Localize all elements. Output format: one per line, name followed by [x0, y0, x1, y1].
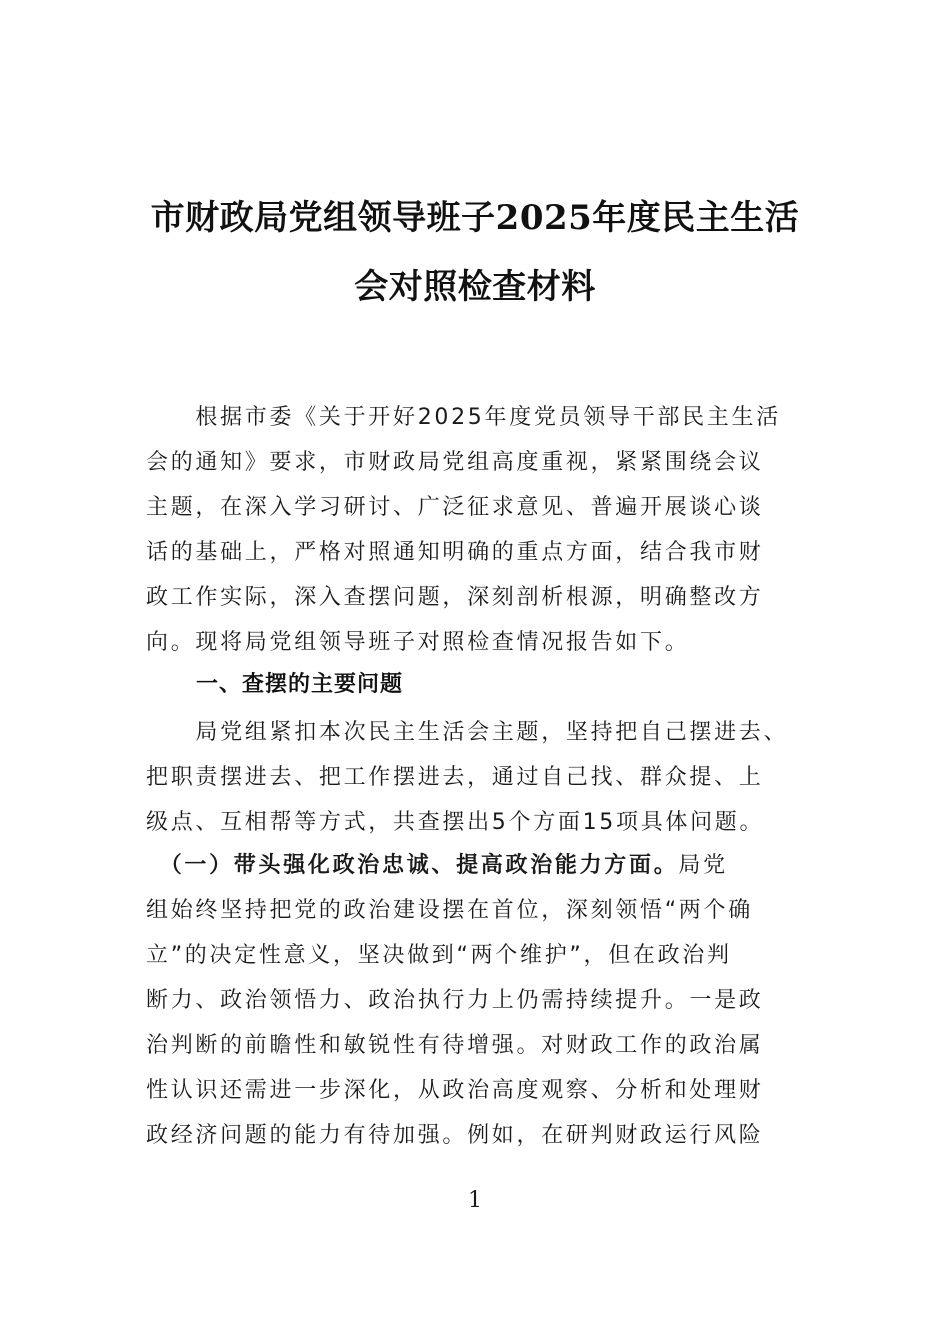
intro-line: 向。现将局党组领导班子对照检查情况报告如下。 [146, 630, 690, 655]
intro-line: 会的通知》要求，市财政局党组高度重视，紧紧围绕会议 [146, 450, 764, 475]
subsection1-line: 治判断的前瞻性和敏锐性有待增强。对财政工作的政治属 [146, 1033, 764, 1058]
section1-line: 局党组紧扣本次民主生活会主题，坚持把自己摆进去、 [146, 720, 789, 745]
intro-line: 话的基础上，严格对照通知明确的重点方面，结合我市财 [146, 540, 764, 565]
subsection1-line: 断力、政治领悟力、政治执行力上仍需持续提升。一是政 [146, 988, 764, 1013]
subsection1-line: 性认识还需进一步深化，从政治高度观察、分析和处理财 [146, 1078, 764, 1103]
document-title-line-1: 市财政局党组领导班子2025年度民主生活 [150, 198, 800, 238]
intro-line: 主题，在深入学习研讨、广泛征求意见、普遍开展谈心谈 [146, 495, 764, 520]
section-heading-1: 一、查摆的主要问题 [196, 672, 404, 697]
subsection1-heading: （一）带头强化政治忠诚、提高政治能力方面。 [146, 853, 679, 878]
section1-paragraph [146, 710, 810, 845]
section1-line: 把职责摆进去、把工作摆进去，通过自己找、群众提、上 [146, 765, 764, 790]
subsection1-paragraph [146, 843, 810, 1158]
page-number: 1 [468, 1188, 482, 1213]
subsection1-first-line-rest: 局党 [678, 853, 728, 878]
section1-line: 级点、互相帮等方式，共查摆出5个方面15项具体问题。 [146, 810, 765, 835]
intro-line: 政工作实际，深入查摆问题，深刻剖析根源，明确整改方 [146, 585, 764, 610]
intro-paragraph [146, 395, 810, 665]
subsection1-line: 立”的决定性意义，坚决做到“两个维护”，但在政治判 [146, 943, 732, 968]
intro-line: 根据市委《关于开好2025年度党员领导干部民主生活 [146, 405, 781, 430]
subsection1-first-line [146, 843, 810, 888]
document-title-line-2: 会对照检查材料 [354, 267, 596, 307]
subsection1-line: 政经济问题的能力有待加强。例如，在研判财政运行风险 [146, 1123, 764, 1148]
subsection1-line: 组始终坚持把党的政治建设摆在首位，深刻领悟“两个确 [146, 898, 753, 923]
